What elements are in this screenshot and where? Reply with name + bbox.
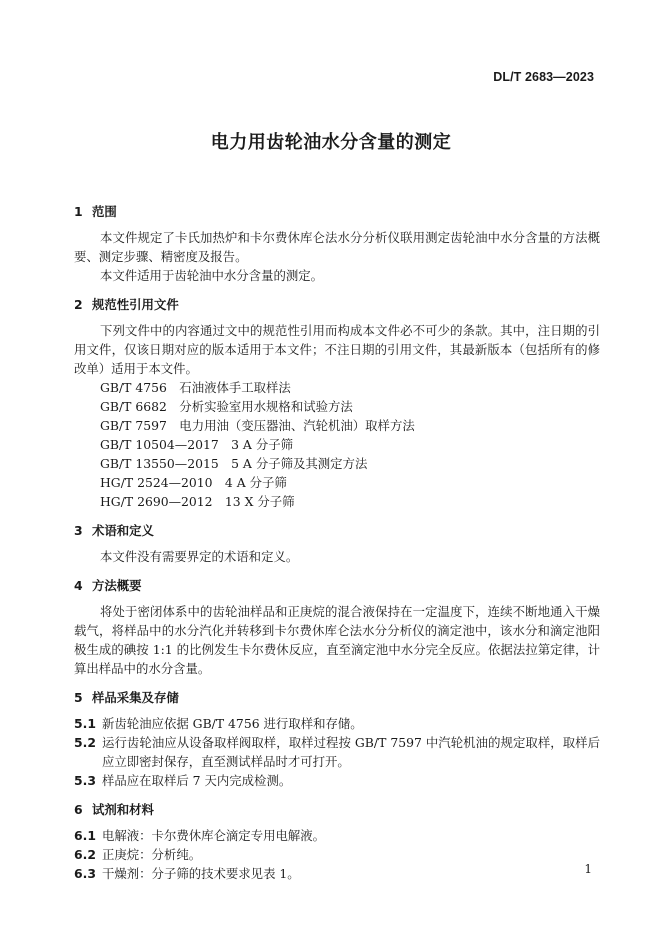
section-title: 试剂和材料: [92, 802, 154, 817]
standard-number: DL/T 2683—2023: [493, 70, 594, 84]
clause-text: 干燥剂：分子筛的技术要求见表 1。: [102, 866, 300, 881]
paragraph: 本文件规定了卡氏加热炉和卡尔费休库仑法水分分析仪联用测定齿轮油中水分含量的方法概要、测定步骤、精密度及报告。: [74, 230, 600, 264]
clause-item: [74, 714, 600, 733]
section-heading-reagents: [74, 800, 600, 820]
reference-item: GB/T 6682 分析实验室用水规格和试验方法: [100, 399, 353, 414]
clause-text: 电解液：卡尔费休库仑滴定专用电解液。: [102, 828, 326, 843]
clause-text: 正庚烷：分析纯。: [102, 847, 202, 862]
section-heading-terms: [74, 521, 600, 541]
clause-number: 5.1: [74, 716, 96, 731]
section-number: 1: [74, 204, 83, 219]
section-heading-normative-references: [74, 295, 600, 315]
clause-item: [74, 845, 600, 864]
reference-item: HG/T 2690—2012 13 X 分子筛: [100, 494, 295, 509]
paragraph: 本文件适用于齿轮油中水分含量的测定。: [100, 268, 324, 283]
clause-number: 6.1: [74, 828, 96, 843]
clause-item: [74, 826, 600, 845]
reference-item: HG/T 2524—2010 4 A 分子筛: [100, 475, 287, 490]
clause-item: [74, 771, 600, 790]
paragraph: 将处于密闭体系中的齿轮油样品和正庚烷的混合液保持在一定温度下，连续不断地通入干燥载气，将样品中的水分汽化并转移到卡尔费休库仑法水分分析仪的滴定池中，该水分和滴定池阳极生成的碘按 1:1 的比例发生卡尔费休反应，直至滴定池中水分完全反应。依据法拉第定律，计算出样品中的水分含量。: [74, 604, 600, 676]
reference-item: GB/T 7597 电力用油（变压器油、汽轮机油）取样方法: [100, 418, 415, 433]
page-number: 1: [584, 862, 592, 876]
section-number: 4: [74, 578, 83, 593]
reference-item: GB/T 4756 石油液体手工取样法: [100, 380, 291, 395]
section-number: 6: [74, 802, 83, 817]
clause-item: [74, 864, 600, 883]
section-number: 5: [74, 690, 83, 705]
clause-text: 新齿轮油应依据 GB/T 4756 进行取样和存储。: [102, 716, 363, 731]
reference-item: GB/T 13550—2015 5 A 分子筛及其测定方法: [100, 456, 368, 471]
clause-number: 5.2: [74, 735, 96, 750]
section-title: 样品采集及存储: [92, 690, 179, 705]
section-heading-method-summary: [74, 576, 600, 596]
section-title: 方法概要: [92, 578, 142, 593]
reference-item: GB/T 10504—2017 3 A 分子筛: [100, 437, 293, 452]
section-title: 术语和定义: [92, 523, 154, 538]
section-heading-sampling: [74, 688, 600, 708]
section-number: 3: [74, 523, 83, 538]
document-title: 电力用齿轮油水分含量的测定: [210, 132, 452, 153]
section-number: 2: [74, 297, 83, 312]
section-title: 规范性引用文件: [92, 297, 179, 312]
clause-number: 6.2: [74, 847, 96, 862]
clause-number: 5.3: [74, 773, 96, 788]
paragraph: 下列文件中的内容通过文中的规范性引用而构成本文件必不可少的条款。其中，注日期的引用文件，仅该日期对应的版本适用于本文件；不注日期的引用文件，其最新版本（包括所有的修改单）适用于本文件。: [74, 323, 600, 376]
clause-text: 运行齿轮油应从设备取样阀取样，取样过程按 GB/T 7597 中汽轮机油的规定取样，取样后应立即密封保存，直至测试样品时才可打开。: [102, 735, 600, 769]
clause-text: 样品应在取样后 7 天内完成检测。: [102, 773, 292, 788]
paragraph: 本文件没有需要界定的术语和定义。: [100, 549, 299, 564]
clause-item: [74, 733, 600, 771]
document-body: [74, 196, 600, 883]
section-title: 范围: [92, 204, 117, 219]
section-heading-scope: [74, 202, 600, 222]
clause-number: 6.3: [74, 866, 96, 881]
